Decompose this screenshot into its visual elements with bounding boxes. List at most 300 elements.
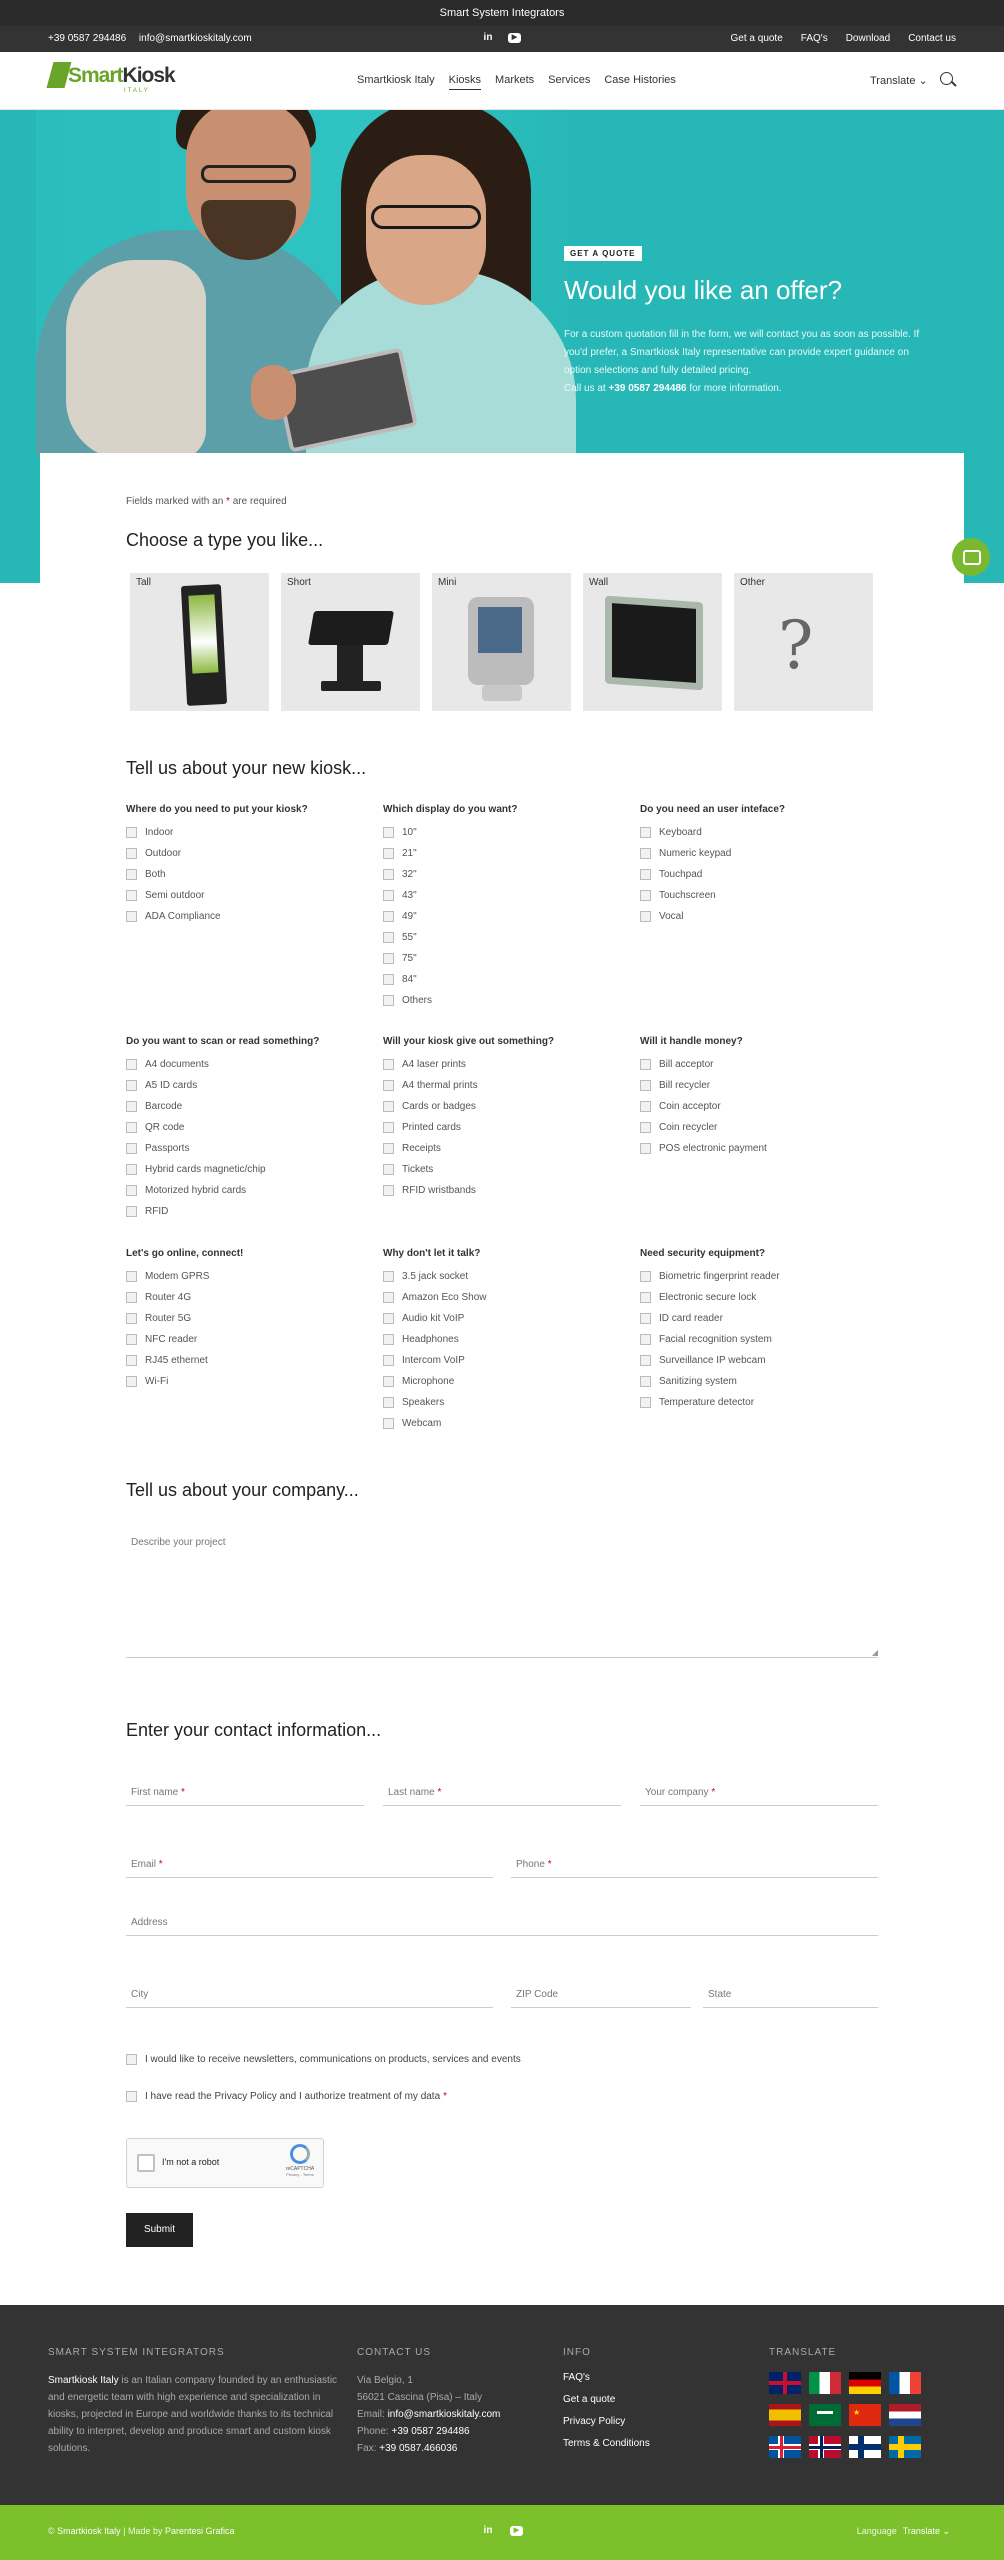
checkbox[interactable]: [383, 953, 394, 964]
youtube-icon[interactable]: ▶: [508, 33, 521, 43]
option-label: ID card reader: [659, 1313, 723, 1324]
checkbox[interactable]: [126, 1101, 137, 1112]
option-group-title: Do you need an user inteface?: [640, 804, 786, 815]
nav-case-histories[interactable]: Case Histories: [604, 74, 676, 86]
option-label: Audio kit VoIP: [402, 1313, 465, 1324]
option-label: ADA Compliance: [145, 911, 221, 922]
recaptcha-widget: [126, 2138, 324, 2188]
option-32[interactable]: [383, 864, 640, 885]
type-option-other[interactable]: Other ?: [734, 573, 873, 711]
footer-link-faq[interactable]: FAQ's: [563, 2372, 590, 2383]
option-surveillance-ip-webcam[interactable]: [640, 1350, 897, 1371]
option-cards-or-badges[interactable]: [383, 1096, 640, 1117]
option-group-need-security-equipment: [640, 1248, 897, 1434]
hero-photo: [36, 110, 576, 455]
option-group-title: Where do you need to put your kiosk?: [126, 804, 308, 815]
checkbox[interactable]: [383, 1334, 394, 1345]
site-logo[interactable]: [50, 62, 175, 98]
copyright: © Smartkiosk Italy | Made by Parentesi Grafica: [48, 2526, 235, 2536]
type-heading: Choose a type you like...: [126, 530, 324, 550]
footer-phone-link[interactable]: +39 0587 294486: [391, 2426, 470, 2437]
option-keyboard[interactable]: [640, 822, 897, 843]
option-bill-acceptor[interactable]: [640, 1054, 897, 1075]
option-intercom-voip[interactable]: [383, 1350, 640, 1371]
flag-finnish-icon[interactable]: [849, 2436, 881, 2458]
option-hybrid-cards-magnetic-chip[interactable]: [126, 1159, 383, 1180]
option-label: A4 thermal prints: [402, 1080, 478, 1091]
required-note: Fields marked with an * are required: [126, 496, 287, 507]
checkbox[interactable]: [640, 1334, 651, 1345]
option-label: Speakers: [402, 1397, 445, 1408]
option-a5-id-cards[interactable]: [126, 1075, 383, 1096]
option-electronic-secure-lock[interactable]: [640, 1287, 897, 1308]
option-modem-gprs[interactable]: [126, 1266, 383, 1287]
checkbox[interactable]: [383, 1355, 394, 1366]
option-label: Facial recognition system: [659, 1334, 772, 1345]
type-option-mini[interactable]: Mini: [432, 573, 571, 711]
checkbox[interactable]: [383, 1292, 394, 1303]
tall-kiosk-image: [181, 584, 227, 706]
flag-french-icon[interactable]: [889, 2372, 921, 2394]
first-name-field[interactable]: First name *: [126, 1772, 364, 1806]
phone-field[interactable]: Phone *: [511, 1844, 878, 1878]
checkbox[interactable]: [383, 1122, 394, 1133]
option-microphone[interactable]: [383, 1371, 640, 1392]
option-label: NFC reader: [145, 1334, 198, 1345]
option-21[interactable]: [383, 843, 640, 864]
last-name-field[interactable]: Last name *: [383, 1772, 621, 1806]
checkbox[interactable]: [126, 1122, 137, 1133]
project-description-textarea[interactable]: Describe your project ◢: [126, 1523, 878, 1658]
option-biometric-fingerprint-reader[interactable]: [640, 1266, 897, 1287]
youtube-icon[interactable]: ▶: [510, 2526, 523, 2536]
hero-text: [564, 244, 924, 398]
option-label: Surveillance IP webcam: [659, 1355, 766, 1366]
flag-english-icon[interactable]: [769, 2372, 801, 2394]
option-receipts[interactable]: [383, 1138, 640, 1159]
checkbox[interactable]: [126, 848, 137, 859]
checkbox[interactable]: [383, 1271, 394, 1282]
option-49[interactable]: [383, 906, 640, 927]
option-label: 32": [402, 869, 417, 880]
option-label: Barcode: [145, 1101, 183, 1112]
option-group-do-you-want-to-scan-or-read-so: [126, 1036, 383, 1222]
linkedin-icon[interactable]: in: [483, 2525, 493, 2536]
question-mark-icon: ?: [778, 607, 814, 684]
option-barcode[interactable]: [126, 1096, 383, 1117]
option-label: Webcam: [402, 1418, 442, 1429]
checkbox[interactable]: [383, 1059, 394, 1070]
option-group-title: Will it handle money?: [640, 1036, 743, 1047]
option-label: Motorized hybrid cards: [145, 1185, 247, 1196]
logo-subtitle: ITALY: [124, 88, 150, 94]
option-a4-documents[interactable]: [126, 1054, 383, 1075]
nav-kiosks[interactable]: Kiosks: [449, 74, 481, 90]
option-label: Bill recycler: [659, 1080, 711, 1091]
language-flags: [769, 2372, 939, 2458]
newsletter-checkbox[interactable]: [126, 2054, 137, 2065]
option-label: QR code: [145, 1122, 185, 1133]
option-touchscreen[interactable]: [640, 885, 897, 906]
option-group-let-s-go-online-connect: [126, 1248, 383, 1434]
checkbox[interactable]: [126, 1143, 137, 1154]
option-nfc-reader[interactable]: [126, 1329, 383, 1350]
option-coin-acceptor[interactable]: [640, 1096, 897, 1117]
footer-translate: TRANSLATE ★: [769, 2347, 939, 2458]
checkbox[interactable]: [640, 911, 651, 922]
option-group-title: Which display do you want?: [383, 804, 518, 815]
checkbox[interactable]: [640, 890, 651, 901]
option-label: Hybrid cards magnetic/chip: [145, 1164, 266, 1175]
option-label: Headphones: [402, 1334, 459, 1345]
checkbox[interactable]: [383, 1143, 394, 1154]
option-label: POS electronic payment: [659, 1143, 767, 1154]
flag-chinese-icon[interactable]: ★: [849, 2404, 881, 2426]
option-group-title: Do you want to scan or read something?: [126, 1036, 320, 1047]
type-option-short[interactable]: Short: [281, 573, 420, 711]
option-group-do-you-need-an-user-inteface: [640, 804, 897, 1011]
flag-swedish-icon[interactable]: [889, 2436, 921, 2458]
option-webcam[interactable]: [383, 1413, 640, 1434]
option-both[interactable]: [126, 864, 383, 885]
search-icon[interactable]: [940, 72, 953, 85]
checkbox[interactable]: [383, 932, 394, 943]
option-touchpad[interactable]: [640, 864, 897, 885]
option-label: 55": [402, 932, 417, 943]
option-group-will-your-kiosk-give-out-somet: [383, 1036, 640, 1222]
options-row-3: [126, 1248, 916, 1434]
checkbox[interactable]: [126, 1355, 137, 1366]
option-qr-code[interactable]: [126, 1117, 383, 1138]
kiosk-heading: Tell us about your new kiosk...: [126, 758, 367, 778]
flag-icelandic-icon[interactable]: [769, 2436, 801, 2458]
option-label: Wi-Fi: [145, 1376, 169, 1387]
option-pos-electronic-payment[interactable]: [640, 1138, 897, 1159]
agency-link[interactable]: Parentesi Grafica: [165, 2526, 235, 2536]
option-label: Amazon Eco Show: [402, 1292, 487, 1303]
footer-link-privacy[interactable]: Privacy Policy: [563, 2416, 626, 2427]
footer-brand-link[interactable]: Smartkiosk Italy: [48, 2375, 119, 2386]
option-group-title: Will your kiosk give out something?: [383, 1036, 555, 1047]
flag-spanish-icon[interactable]: [769, 2404, 801, 2426]
option-label: Others: [402, 995, 433, 1006]
footer-link-quote[interactable]: Get a quote: [563, 2394, 616, 2405]
type-option-tall[interactable]: Tall: [130, 573, 269, 711]
checkbox[interactable]: [383, 869, 394, 880]
option-label: Touchscreen: [659, 890, 716, 901]
option-indoor[interactable]: [126, 822, 383, 843]
option-tickets[interactable]: [383, 1159, 640, 1180]
kiosk-type-selector: [130, 573, 873, 711]
option-outdoor[interactable]: [126, 843, 383, 864]
chat-icon[interactable]: [952, 538, 990, 576]
option-group-title: Need security equipment?: [640, 1248, 766, 1259]
option-label: 10": [402, 827, 417, 838]
option-84[interactable]: [383, 969, 640, 990]
checkbox[interactable]: [126, 827, 137, 838]
option-label: Electronic secure lock: [659, 1292, 757, 1303]
translate-dropdown[interactable]: Translate ⌄: [870, 75, 928, 87]
address-field[interactable]: Address: [126, 1902, 878, 1936]
wall-kiosk-image: [605, 596, 703, 691]
options-row-2: [126, 1036, 916, 1222]
option-group-will-it-handle-money: [640, 1036, 897, 1222]
option-label: Vocal: [659, 911, 684, 922]
option-label: 43": [402, 890, 417, 901]
checkbox[interactable]: [383, 1376, 394, 1387]
checkbox[interactable]: [126, 890, 137, 901]
checkbox[interactable]: [126, 1313, 137, 1324]
option-label: Passports: [145, 1143, 190, 1154]
checkbox[interactable]: [640, 1080, 651, 1091]
option-label: Printed cards: [402, 1122, 461, 1133]
checkbox[interactable]: [383, 1164, 394, 1175]
option-label: Semi outdoor: [145, 890, 205, 901]
company-heading: Tell us about your company...: [126, 1480, 359, 1500]
option-semi-outdoor[interactable]: [126, 885, 383, 906]
checkbox[interactable]: [126, 1376, 137, 1387]
privacy-consent[interactable]: I have read the Privacy Policy and I authorize treatment of my data *: [126, 2091, 447, 2102]
footer-fax: +39 0587.466036: [379, 2443, 458, 2454]
state-field[interactable]: State: [703, 1974, 878, 2008]
checkbox[interactable]: [126, 1164, 137, 1175]
option-amazon-eco-show[interactable]: [383, 1287, 640, 1308]
option-label: 75": [402, 953, 417, 964]
nav-markets[interactable]: Markets: [495, 74, 535, 86]
checkbox[interactable]: [640, 869, 651, 880]
footer-about: SMART SYSTEM INTEGRATORS Smartkiosk Italy is an Italian company founded by an enthusiastic and energetic team with high experience and specialization in kiosks, projected in Europe and worldwide thanks to its technical ability to interpret, develop and produce smart and custom kiosk solutions.: [48, 2347, 338, 2454]
checkbox[interactable]: [383, 1101, 394, 1112]
recaptcha-icon: [290, 2144, 310, 2164]
option-label: Temperature detector: [659, 1397, 755, 1408]
top-phone-link[interactable]: +39 0587 294486: [48, 33, 127, 44]
linkedin-icon[interactable]: in: [483, 32, 493, 43]
option-headphones[interactable]: [383, 1329, 640, 1350]
recaptcha-logo: reCAPTCHA Privacy - Terms: [285, 2144, 315, 2177]
option-label: 84": [402, 974, 417, 985]
checkbox[interactable]: [383, 1313, 394, 1324]
option-label: Router 5G: [145, 1313, 192, 1324]
checkbox[interactable]: [640, 1397, 651, 1408]
mini-kiosk-image: [468, 597, 534, 685]
footer-contact: CONTACT US Via Belgio, 1 56021 Cascina (Pisa) – Italy Email: info@smartkioskitaly.com Phone: +39 0587 294486 Fax: +39 0587.466036: [357, 2347, 501, 2454]
checkbox[interactable]: [383, 995, 394, 1006]
option-rj45-ethernet[interactable]: [126, 1350, 383, 1371]
option-sanitizing-system[interactable]: [640, 1371, 897, 1392]
option-label: RFID wristbands: [402, 1185, 476, 1196]
submit-button[interactable]: Submit: [126, 2213, 193, 2247]
checkbox[interactable]: [640, 1313, 651, 1324]
flag-italian-icon[interactable]: [809, 2372, 841, 2394]
option-label: Router 4G: [145, 1292, 192, 1303]
option-75[interactable]: [383, 948, 640, 969]
logo-text: SmartKiosk: [68, 64, 175, 87]
option-rfid[interactable]: [126, 1201, 383, 1222]
newsletter-consent[interactable]: I would like to receive newsletters, communications on products, services and events: [126, 2054, 521, 2065]
options-row-1: [126, 804, 916, 1011]
option-router-4g[interactable]: [126, 1287, 383, 1308]
option-label: Sanitizing system: [659, 1376, 737, 1387]
checkbox[interactable]: [383, 1397, 394, 1408]
option-label: Both: [145, 869, 166, 880]
top-link-download[interactable]: Download: [845, 33, 891, 44]
get-quote-badge: GET A QUOTE: [564, 246, 642, 261]
main-nav: [357, 74, 676, 90]
option-motorized-hybrid-cards[interactable]: [126, 1180, 383, 1201]
zip-field[interactable]: ZIP Code: [511, 1974, 691, 2008]
option-group-title: Why don't let it talk?: [383, 1248, 481, 1259]
top-link-contact[interactable]: Contact us: [908, 33, 956, 44]
checkbox[interactable]: [126, 1271, 137, 1282]
checkbox[interactable]: [126, 869, 137, 880]
flag-norwegian-icon[interactable]: [809, 2436, 841, 2458]
hero-phone-link[interactable]: +39 0587 294486: [608, 383, 687, 394]
option-a4-thermal-prints[interactable]: [383, 1075, 640, 1096]
flag-german-icon[interactable]: [849, 2372, 881, 2394]
copyright-brand-link[interactable]: Smartkiosk Italy: [57, 2526, 121, 2536]
checkbox[interactable]: [640, 1292, 651, 1303]
option-label: Cards or badges: [402, 1101, 476, 1112]
top-strip-text: Smart System Integrators: [439, 7, 565, 19]
option-coin-recycler[interactable]: [640, 1117, 897, 1138]
checkbox[interactable]: [383, 1080, 394, 1091]
checkbox[interactable]: [640, 827, 651, 838]
option-label: 49": [402, 911, 417, 922]
option-label: Coin recycler: [659, 1122, 718, 1133]
footer-info: INFO FAQ's Get a quote Privacy Policy Terms & Conditions: [563, 2347, 713, 2460]
option-10[interactable]: [383, 822, 640, 843]
option-printed-cards[interactable]: [383, 1117, 640, 1138]
checkbox[interactable]: [383, 1418, 394, 1429]
type-option-wall[interactable]: Wall: [583, 573, 722, 711]
top-bar: [0, 26, 1004, 52]
email-field[interactable]: Email *: [126, 1844, 493, 1878]
top-email-link[interactable]: info@smartkioskitaly.com: [138, 33, 252, 44]
option-router-5g[interactable]: [126, 1308, 383, 1329]
option-others[interactable]: [383, 990, 640, 1011]
checkbox[interactable]: [383, 827, 394, 838]
checkbox[interactable]: [126, 1334, 137, 1345]
option-rfid-wristbands[interactable]: [383, 1180, 640, 1201]
option-label: A4 documents: [145, 1059, 209, 1070]
option-label: Biometric fingerprint reader: [659, 1271, 780, 1282]
option-label: 3.5 jack socket: [402, 1271, 469, 1282]
recaptcha-links[interactable]: Privacy - Terms: [286, 2172, 314, 2177]
privacy-checkbox[interactable]: [126, 2091, 137, 2102]
checkbox[interactable]: [640, 1143, 651, 1154]
checkbox[interactable]: [640, 1122, 651, 1133]
checkbox[interactable]: [126, 911, 137, 922]
nav-services[interactable]: Services: [548, 74, 591, 86]
recaptcha-checkbox[interactable]: [137, 2154, 155, 2172]
option-label: Indoor: [145, 827, 174, 838]
nav-smartkiosk-italy[interactable]: Smartkiosk Italy: [357, 74, 435, 86]
city-field[interactable]: City: [126, 1974, 493, 2008]
option-label: Coin acceptor: [659, 1101, 721, 1112]
top-link-get-quote[interactable]: Get a quote: [730, 33, 783, 44]
flag-dutch-icon[interactable]: [889, 2404, 921, 2426]
checkbox[interactable]: [126, 1059, 137, 1070]
checkbox[interactable]: [640, 1355, 651, 1366]
checkbox[interactable]: [126, 1185, 137, 1196]
checkbox[interactable]: [383, 974, 394, 985]
option-bill-recycler[interactable]: [640, 1075, 897, 1096]
option-label: Modem GPRS: [145, 1271, 210, 1282]
short-kiosk-image: [308, 611, 394, 645]
checkbox[interactable]: [383, 1185, 394, 1196]
option-label: Outdoor: [145, 848, 182, 859]
language-selector[interactable]: Language Translate ⌄: [856, 2526, 950, 2536]
option-label: Intercom VoIP: [402, 1355, 465, 1366]
option-group-why-don-t-let-it-talk: [383, 1248, 640, 1434]
flag-arabic-icon[interactable]: [809, 2404, 841, 2426]
recaptcha-label: I'm not a robot: [162, 2157, 220, 2167]
footer-email-link[interactable]: info@smartkioskitaly.com: [387, 2409, 501, 2420]
checkbox[interactable]: [640, 1376, 651, 1387]
footer-link-terms[interactable]: Terms & Conditions: [563, 2438, 650, 2449]
option-label: Keyboard: [659, 827, 702, 838]
checkbox[interactable]: [126, 1206, 137, 1217]
top-link-faq[interactable]: FAQ's: [800, 33, 828, 44]
option-label: Microphone: [402, 1376, 455, 1387]
option-ada-compliance[interactable]: [126, 906, 383, 927]
option-3-5-jack-socket[interactable]: [383, 1266, 640, 1287]
option-facial-recognition-system[interactable]: [640, 1329, 897, 1350]
option-label: Receipts: [402, 1143, 441, 1154]
checkbox[interactable]: [640, 848, 651, 859]
checkbox[interactable]: [640, 1101, 651, 1112]
option-speakers[interactable]: [383, 1392, 640, 1413]
option-label: A4 laser prints: [402, 1059, 466, 1070]
site-footer: [0, 2305, 1004, 2505]
option-a4-laser-prints[interactable]: [383, 1054, 640, 1075]
site-header: [0, 52, 1004, 110]
option-label: Touchpad: [659, 869, 703, 880]
option-55[interactable]: [383, 927, 640, 948]
option-label: Bill acceptor: [659, 1059, 714, 1070]
checkbox[interactable]: [383, 911, 394, 922]
option-label: A5 ID cards: [145, 1080, 198, 1091]
checkbox[interactable]: [126, 1080, 137, 1091]
checkbox[interactable]: [640, 1271, 651, 1282]
hero-title: Would you like an offer?: [564, 275, 842, 305]
checkbox[interactable]: [383, 890, 394, 901]
option-label: RJ45 ethernet: [145, 1355, 208, 1366]
option-group-where-do-you-need-to-put-your-: [126, 804, 383, 1011]
bottom-bar: [0, 2505, 1004, 2560]
option-label: 21": [402, 848, 417, 859]
option-group-title: Let's go online, connect!: [126, 1248, 244, 1259]
top-strip: [0, 0, 1004, 26]
company-field[interactable]: Your company *: [640, 1772, 878, 1806]
option-numeric-keypad[interactable]: [640, 843, 897, 864]
option-wi-fi[interactable]: [126, 1371, 383, 1392]
option-audio-kit-voip[interactable]: [383, 1308, 640, 1329]
option-passports[interactable]: [126, 1138, 383, 1159]
option-id-card-reader[interactable]: [640, 1308, 897, 1329]
option-43[interactable]: [383, 885, 640, 906]
checkbox[interactable]: [126, 1292, 137, 1303]
contact-heading: Enter your contact information...: [126, 1720, 382, 1740]
option-label: RFID: [145, 1206, 169, 1217]
checkbox[interactable]: [640, 1059, 651, 1070]
checkbox[interactable]: [383, 848, 394, 859]
option-vocal[interactable]: [640, 906, 897, 927]
option-temperature-detector[interactable]: [640, 1392, 897, 1413]
option-label: Numeric keypad: [659, 848, 732, 859]
option-group-which-display-do-you-want: [383, 804, 640, 1011]
option-label: Tickets: [402, 1164, 434, 1175]
